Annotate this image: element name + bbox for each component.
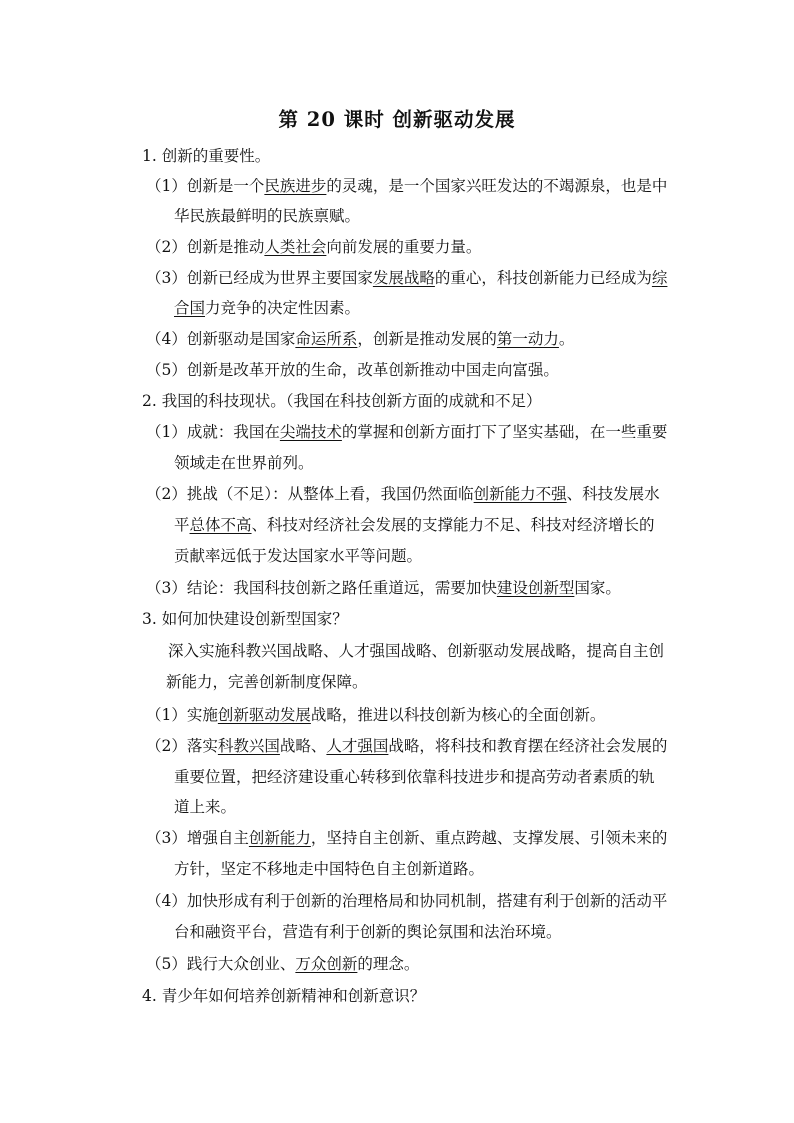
list-item-line: （1）实施创新驱动发展战略，推进以科技创新为核心的全面创新。: [146, 706, 606, 724]
list-item-line: 领域走在世界前列。: [174, 454, 314, 472]
list-item-line: （5）创新是改革开放的生命，改革创新推动中国走向富强。: [146, 361, 559, 379]
underlined-keyword: 创新能力不强: [473, 485, 567, 503]
underlined-keyword: 发展战略: [372, 269, 435, 287]
list-item-line: 平总体不高、科技对经济社会发展的支撑能力不足、科技对经济增长的: [174, 516, 655, 534]
list-item-line: （4）创新驱动是国家命运所系，创新是推动发展的第一动力。: [146, 330, 575, 348]
list-item-line: 合国力竞争的决定性因素。: [174, 299, 361, 317]
underlined-keyword: 创新能力: [248, 829, 311, 847]
list-item-line: 台和融资平台，营造有利于创新的舆论氛围和法治环境。: [174, 923, 562, 941]
underlined-keyword: 综: [651, 269, 668, 287]
underlined-keyword: 尖端技术: [279, 423, 342, 441]
intro-text: 深入实施科教兴国战略、人才强国战略、创新驱动发展战略，提高自主创: [168, 642, 665, 660]
list-item-line: （2）挑战（不足）：从整体上看，我国仍然面临创新能力不强、科技发展水: [146, 485, 660, 503]
list-item-line: （4）加快形成有利于创新的治理格局和协同机制，搭建有利于创新的活动平: [146, 892, 668, 910]
underlined-keyword: 总体不高: [189, 516, 252, 534]
list-item-line: （3）结论：我国科技创新之路任重道远，需要加快建设创新型国家。: [146, 579, 621, 597]
intro-text: 新能力，完善创新制度保障。: [166, 673, 368, 691]
page-title: 第 20 课时 创新驱动发展: [278, 108, 516, 131]
underlined-keyword: 人类社会: [264, 238, 327, 256]
list-item-line: （1）成就：我国在尖端技术的掌握和创新方面打下了坚实基础，在一些重要: [146, 423, 668, 441]
underlined-keyword: 民族进步: [264, 177, 327, 195]
section-heading: 1. 创新的重要性。: [142, 147, 271, 165]
underlined-keyword: 创新驱动发展: [217, 706, 311, 724]
list-item-line: 华民族最鲜明的民族禀赋。: [174, 207, 361, 225]
underlined-keyword: 万众创新: [295, 955, 358, 973]
underlined-keyword: 合国: [174, 299, 206, 317]
section-heading: 3. 如何加快建设创新型国家？: [142, 610, 348, 628]
list-item-line: （2）创新是推动人类社会向前发展的重要力量。: [146, 238, 482, 256]
list-item-line: （3）增强自主创新能力，坚持自主创新、重点跨越、支撑发展、引领未来的: [146, 829, 668, 847]
underlined-keyword: 科教兴国: [217, 737, 280, 755]
underlined-keyword: 命运所系: [295, 330, 358, 348]
section-heading: 4. 青少年如何培养创新精神和创新意识？: [142, 987, 426, 1005]
list-item-line: 贡献率远低于发达国家水平等问题。: [174, 547, 423, 565]
list-item-line: 道上来。: [174, 798, 237, 816]
list-item-line: 重要位置，把经济建设重心转移到依靠科技进步和提高劳动者素质的轨: [174, 768, 655, 786]
underlined-keyword: 第一动力: [496, 330, 559, 348]
list-item-line: 方针，坚定不移地走中国特色自主创新道路。: [174, 860, 485, 878]
list-item-line: （3）创新已经成为世界主要国家发展战略的重心，科技创新能力已经成为综: [146, 269, 668, 287]
list-item-line: （2）落实科教兴国战略、人才强国战略，将科技和教育摆在经济社会发展的: [146, 737, 668, 755]
section-heading: 2. 我国的科技现状。（我国在科技创新方面的成就和不足）: [142, 392, 542, 410]
underlined-keyword: 人才强国: [326, 737, 389, 755]
underlined-keyword: 建设创新型: [496, 579, 575, 597]
list-item-line: （5）践行大众创业、万众创新的理念。: [146, 955, 420, 973]
list-item-line: （1）创新是一个民族进步的灵魂，是一个国家兴旺发达的不竭源泉，也是中: [146, 177, 668, 195]
